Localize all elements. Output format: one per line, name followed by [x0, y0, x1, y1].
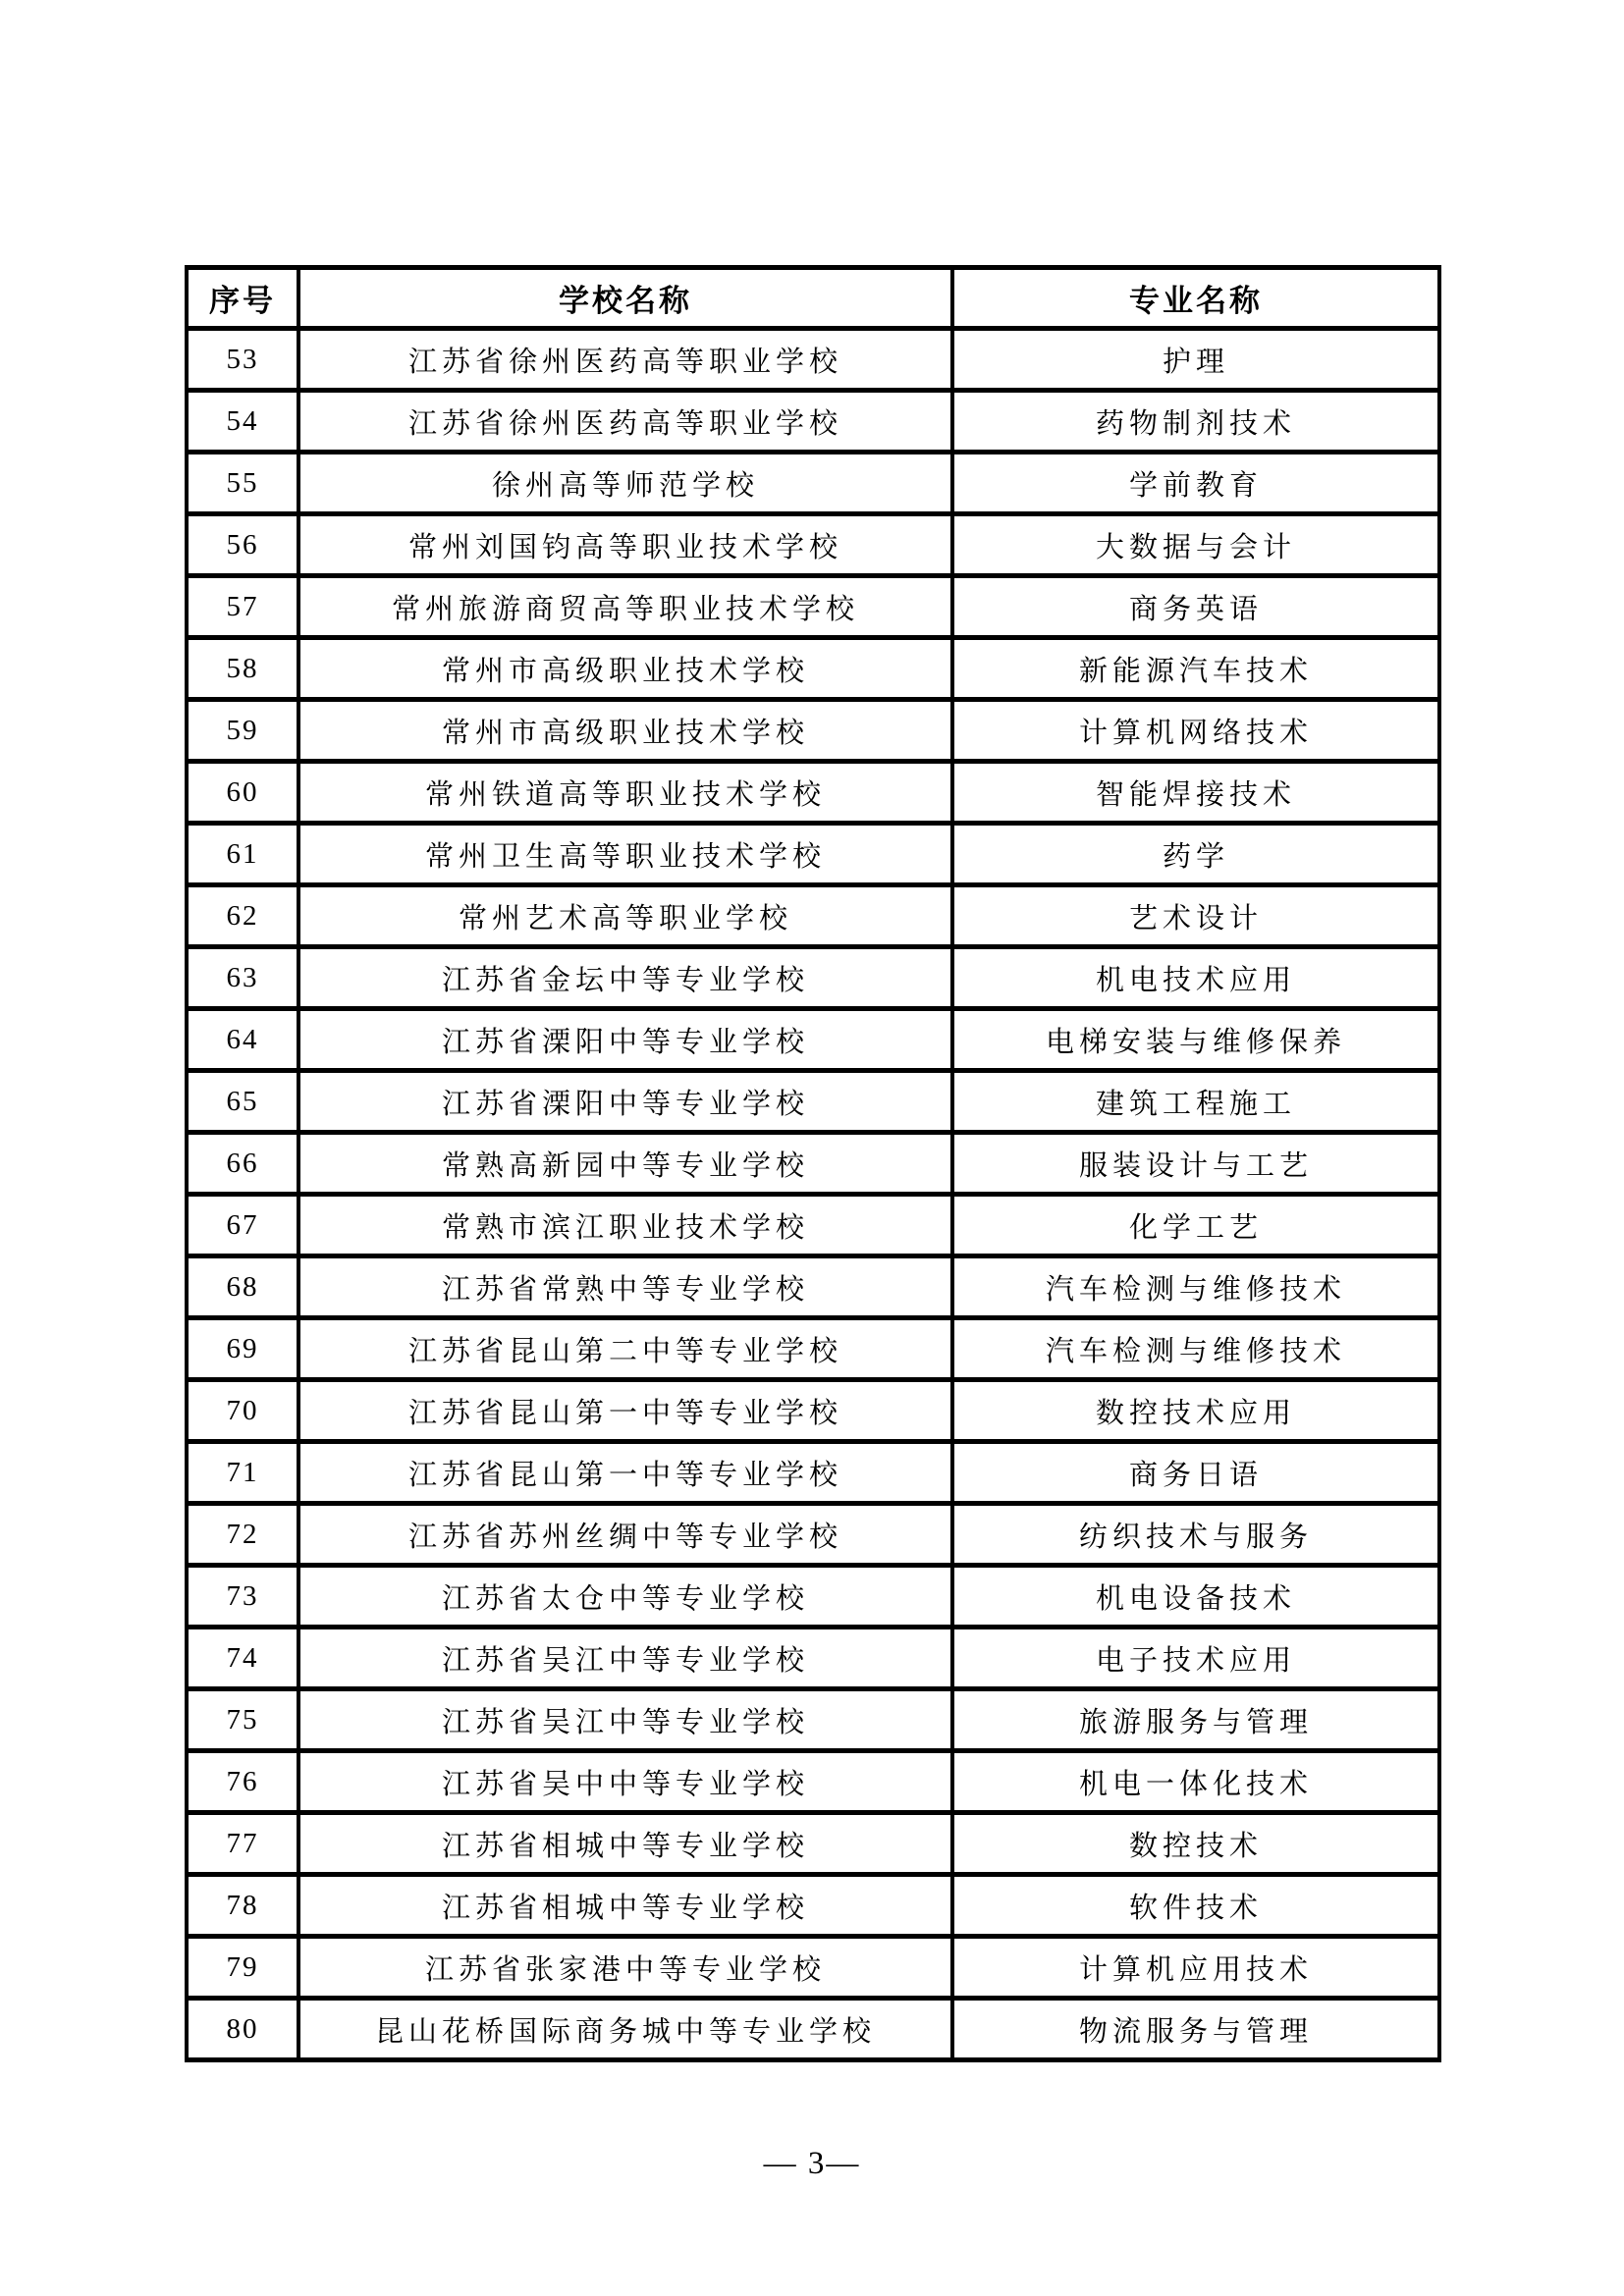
cell-serial-number: 73 [187, 1566, 298, 1628]
cell-serial-number: 67 [187, 1195, 298, 1256]
cell-major-name: 电子技术应用 [952, 1628, 1439, 1689]
cell-school-name: 江苏省苏州丝绸中等专业学校 [298, 1504, 952, 1566]
cell-major-name: 计算机网络技术 [952, 700, 1439, 762]
cell-major-name: 软件技术 [952, 1875, 1439, 1937]
table-row [187, 453, 1439, 514]
cell-major-name: 电梯安装与维修保养 [952, 1009, 1439, 1071]
cell-major-name: 商务日语 [952, 1442, 1439, 1504]
table-row [187, 1256, 1439, 1318]
cell-serial-number: 58 [187, 638, 298, 700]
table-row [187, 1999, 1439, 2060]
cell-major-name: 化学工艺 [952, 1195, 1439, 1256]
table-body [187, 329, 1439, 2060]
cell-major-name: 机电设备技术 [952, 1566, 1439, 1628]
table-row [187, 1442, 1439, 1504]
cell-serial-number: 80 [187, 1999, 298, 2060]
cell-school-name: 江苏省昆山第二中等专业学校 [298, 1318, 952, 1380]
header-major-name: 专业名称 [952, 268, 1439, 329]
cell-major-name: 机电一体化技术 [952, 1751, 1439, 1813]
cell-serial-number: 65 [187, 1071, 298, 1133]
cell-school-name: 常州铁道高等职业技术学校 [298, 762, 952, 824]
cell-major-name: 护理 [952, 329, 1439, 391]
cell-school-name: 江苏省溧阳中等专业学校 [298, 1071, 952, 1133]
table-row [187, 1689, 1439, 1751]
school-major-table [185, 265, 1441, 2062]
table-row [187, 824, 1439, 885]
table-row [187, 576, 1439, 638]
cell-school-name: 常州旅游商贸高等职业技术学校 [298, 576, 952, 638]
header-serial-number: 序号 [187, 268, 298, 329]
table-row [187, 1504, 1439, 1566]
cell-major-name: 新能源汽车技术 [952, 638, 1439, 700]
table-row [187, 1813, 1439, 1875]
cell-serial-number: 76 [187, 1751, 298, 1813]
table-row [187, 700, 1439, 762]
cell-major-name: 艺术设计 [952, 885, 1439, 947]
cell-serial-number: 74 [187, 1628, 298, 1689]
cell-major-name: 服装设计与工艺 [952, 1133, 1439, 1195]
cell-school-name: 江苏省吴江中等专业学校 [298, 1628, 952, 1689]
cell-school-name: 江苏省吴江中等专业学校 [298, 1689, 952, 1751]
cell-serial-number: 59 [187, 700, 298, 762]
cell-school-name: 江苏省吴中中等专业学校 [298, 1751, 952, 1813]
cell-serial-number: 63 [187, 947, 298, 1009]
cell-serial-number: 57 [187, 576, 298, 638]
cell-school-name: 江苏省昆山第一中等专业学校 [298, 1442, 952, 1504]
table-row [187, 1009, 1439, 1071]
cell-major-name: 数控技术应用 [952, 1380, 1439, 1442]
cell-serial-number: 53 [187, 329, 298, 391]
cell-major-name: 数控技术 [952, 1813, 1439, 1875]
cell-major-name: 物流服务与管理 [952, 1999, 1439, 2060]
cell-serial-number: 71 [187, 1442, 298, 1504]
cell-major-name: 汽车检测与维修技术 [952, 1256, 1439, 1318]
cell-major-name: 建筑工程施工 [952, 1071, 1439, 1133]
table-row [187, 885, 1439, 947]
table-row [187, 1318, 1439, 1380]
cell-serial-number: 56 [187, 514, 298, 576]
cell-major-name: 大数据与会计 [952, 514, 1439, 576]
table-row [187, 762, 1439, 824]
cell-school-name: 江苏省金坛中等专业学校 [298, 947, 952, 1009]
cell-school-name: 常州刘国钧高等职业技术学校 [298, 514, 952, 576]
cell-school-name: 常州卫生高等职业技术学校 [298, 824, 952, 885]
table-row [187, 391, 1439, 453]
cell-serial-number: 69 [187, 1318, 298, 1380]
table-row [187, 1751, 1439, 1813]
page-number: — 3— [763, 2146, 861, 2181]
cell-serial-number: 77 [187, 1813, 298, 1875]
cell-major-name: 药物制剂技术 [952, 391, 1439, 453]
table-header-row [187, 268, 1439, 329]
cell-school-name: 江苏省相城中等专业学校 [298, 1875, 952, 1937]
cell-school-name: 江苏省常熟中等专业学校 [298, 1256, 952, 1318]
cell-major-name: 智能焊接技术 [952, 762, 1439, 824]
cell-serial-number: 79 [187, 1937, 298, 1999]
cell-serial-number: 70 [187, 1380, 298, 1442]
cell-school-name: 江苏省太仓中等专业学校 [298, 1566, 952, 1628]
header-school-name: 学校名称 [298, 268, 952, 329]
table-row [187, 1071, 1439, 1133]
table-row [187, 1875, 1439, 1937]
cell-major-name: 旅游服务与管理 [952, 1689, 1439, 1751]
cell-serial-number: 62 [187, 885, 298, 947]
cell-school-name: 徐州高等师范学校 [298, 453, 952, 514]
cell-school-name: 江苏省张家港中等专业学校 [298, 1937, 952, 1999]
cell-school-name: 常州市高级职业技术学校 [298, 700, 952, 762]
cell-serial-number: 54 [187, 391, 298, 453]
table-row [187, 329, 1439, 391]
cell-major-name: 计算机应用技术 [952, 1937, 1439, 1999]
cell-school-name: 常熟市滨江职业技术学校 [298, 1195, 952, 1256]
cell-serial-number: 78 [187, 1875, 298, 1937]
cell-serial-number: 72 [187, 1504, 298, 1566]
cell-school-name: 常州艺术高等职业学校 [298, 885, 952, 947]
cell-major-name: 学前教育 [952, 453, 1439, 514]
table-row [187, 1628, 1439, 1689]
cell-serial-number: 66 [187, 1133, 298, 1195]
cell-serial-number: 64 [187, 1009, 298, 1071]
cell-serial-number: 61 [187, 824, 298, 885]
table-row [187, 514, 1439, 576]
cell-school-name: 江苏省徐州医药高等职业学校 [298, 329, 952, 391]
cell-major-name: 药学 [952, 824, 1439, 885]
table-row [187, 1380, 1439, 1442]
cell-major-name: 纺织技术与服务 [952, 1504, 1439, 1566]
table-row [187, 1133, 1439, 1195]
cell-school-name: 江苏省相城中等专业学校 [298, 1813, 952, 1875]
table-row [187, 1195, 1439, 1256]
table-row [187, 1566, 1439, 1628]
table-row [187, 947, 1439, 1009]
cell-school-name: 江苏省昆山第一中等专业学校 [298, 1380, 952, 1442]
cell-major-name: 汽车检测与维修技术 [952, 1318, 1439, 1380]
cell-school-name: 江苏省溧阳中等专业学校 [298, 1009, 952, 1071]
cell-serial-number: 68 [187, 1256, 298, 1318]
table-row [187, 1937, 1439, 1999]
table-row [187, 638, 1439, 700]
cell-major-name: 商务英语 [952, 576, 1439, 638]
cell-school-name: 江苏省徐州医药高等职业学校 [298, 391, 952, 453]
cell-school-name: 常熟高新园中等专业学校 [298, 1133, 952, 1195]
cell-school-name: 昆山花桥国际商务城中等专业学校 [298, 1999, 952, 2060]
cell-serial-number: 75 [187, 1689, 298, 1751]
cell-serial-number: 60 [187, 762, 298, 824]
cell-major-name: 机电技术应用 [952, 947, 1439, 1009]
cell-school-name: 常州市高级职业技术学校 [298, 638, 952, 700]
cell-serial-number: 55 [187, 453, 298, 514]
